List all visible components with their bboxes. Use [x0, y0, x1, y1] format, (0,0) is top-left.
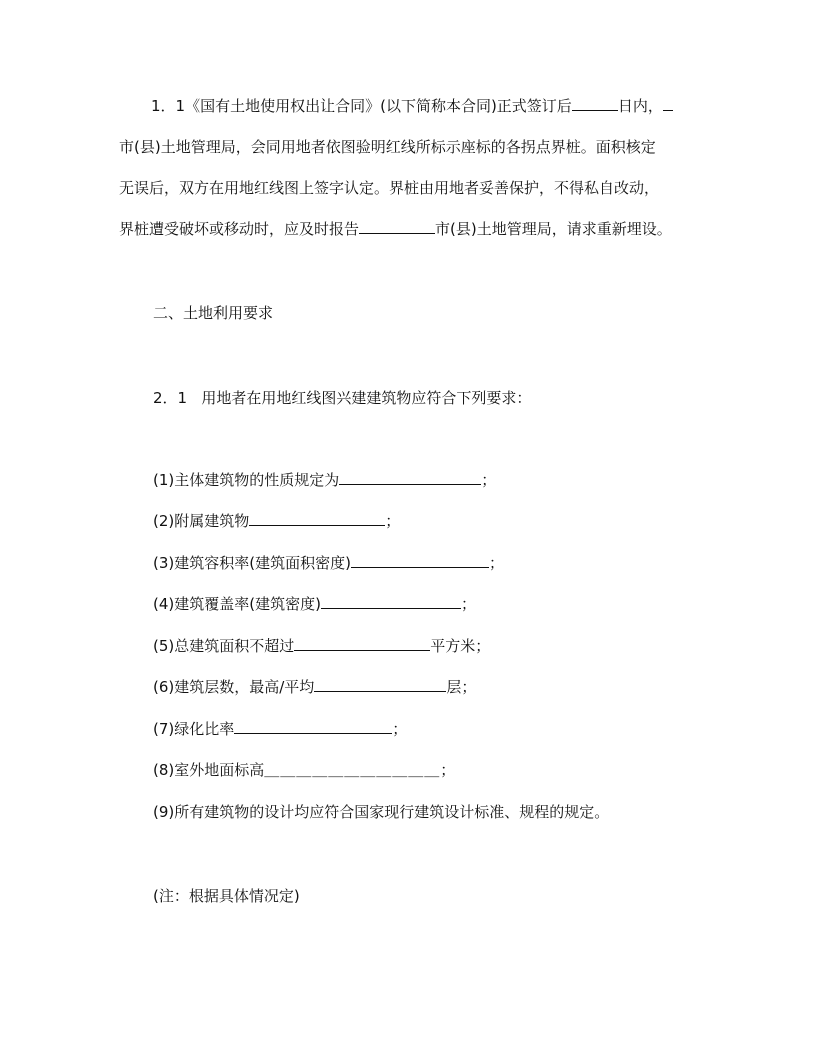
days-blank: [572, 96, 618, 111]
section-2-heading: 二、土地利用要求: [153, 304, 274, 322]
clause-1-1-text-a: 《国有土地使用权出让合同》(以下简称本合同)正式签订后: [185, 97, 572, 115]
requirement-9: (9)所有建筑物的设计均应符合国家现行建筑设计标准、规程的规定。: [153, 803, 610, 821]
requirement-5: [153, 636, 490, 656]
requirement-3-end: ；: [488, 554, 504, 572]
greening-ratio-blank: [234, 719, 392, 734]
requirement-6-end: 层；: [446, 678, 477, 696]
requirement-7-label: (7)绿化比率: [153, 720, 235, 738]
clause-1-1-line4-b: 市(县)土地管理局，请求重新埋设。: [435, 220, 672, 238]
coverage-ratio-blank: [321, 594, 461, 609]
requirement-8-label: (8)室外地面标高: [153, 761, 265, 779]
requirement-1-label: (1)主体建筑物的性质规定为: [153, 471, 340, 489]
requirement-5-end: 平方米；: [430, 637, 491, 655]
requirement-4-label: (4)建筑覆盖率(建筑密度): [153, 595, 321, 613]
requirement-1: [153, 470, 496, 490]
report-city-blank: [359, 219, 435, 234]
total-area-blank: [294, 636, 430, 651]
clause-1-1-line4-a: 界桩遭受破坏或移动时，应及时报告: [119, 220, 360, 238]
auxiliary-building-blank: [249, 511, 385, 526]
clause-1-1-text-b: 日内，: [617, 97, 663, 115]
clause-1-1-line3: 无误后，双方在用地红线图上签字认定。界桩由用地者妥善保护，不得私自改动，: [119, 179, 660, 197]
ground-elevation-blank: ＿＿＿＿＿＿＿＿＿＿＿: [264, 761, 441, 779]
building-nature-blank: [339, 470, 481, 485]
clause-1-1-number: 1．1: [151, 97, 186, 115]
requirement-4: [153, 594, 476, 614]
clause-1-1-line2: 市(县)土地管理局，会同用地者依图验明红线所标示座标的各拐点界桩。面积核定: [119, 138, 656, 156]
requirement-7: [153, 719, 407, 739]
requirement-8-end: ；: [440, 761, 456, 779]
requirement-3-label: (3)建筑容积率(建筑面积密度): [153, 554, 351, 572]
requirement-1-end: ；: [481, 471, 497, 489]
plot-ratio-blank: [351, 553, 489, 568]
clause-2-1-text: 用地者在用地红线图兴建建筑物应符合下列要求：: [201, 389, 532, 407]
note: (注：根据具体情况定): [153, 887, 300, 905]
requirement-2-end: ；: [385, 512, 401, 530]
requirement-6: [153, 677, 476, 697]
clause-2-1: [153, 388, 531, 408]
requirement-2-label: (2)附属建筑物: [153, 512, 250, 530]
requirement-4-end: ；: [460, 595, 476, 613]
requirement-3: [153, 553, 504, 573]
floors-blank: [314, 677, 446, 692]
requirement-7-end: ；: [392, 720, 408, 738]
city-blank: [663, 96, 673, 111]
requirement-2: [153, 511, 400, 531]
requirement-8: [153, 760, 455, 780]
requirement-6-label: (6)建筑层数，最高/平均: [153, 678, 315, 696]
clause-2-1-number: 2．1: [153, 389, 188, 407]
requirement-5-label: (5)总建筑面积不超过: [153, 637, 295, 655]
clause-1-1-paragraph: [119, 86, 699, 250]
